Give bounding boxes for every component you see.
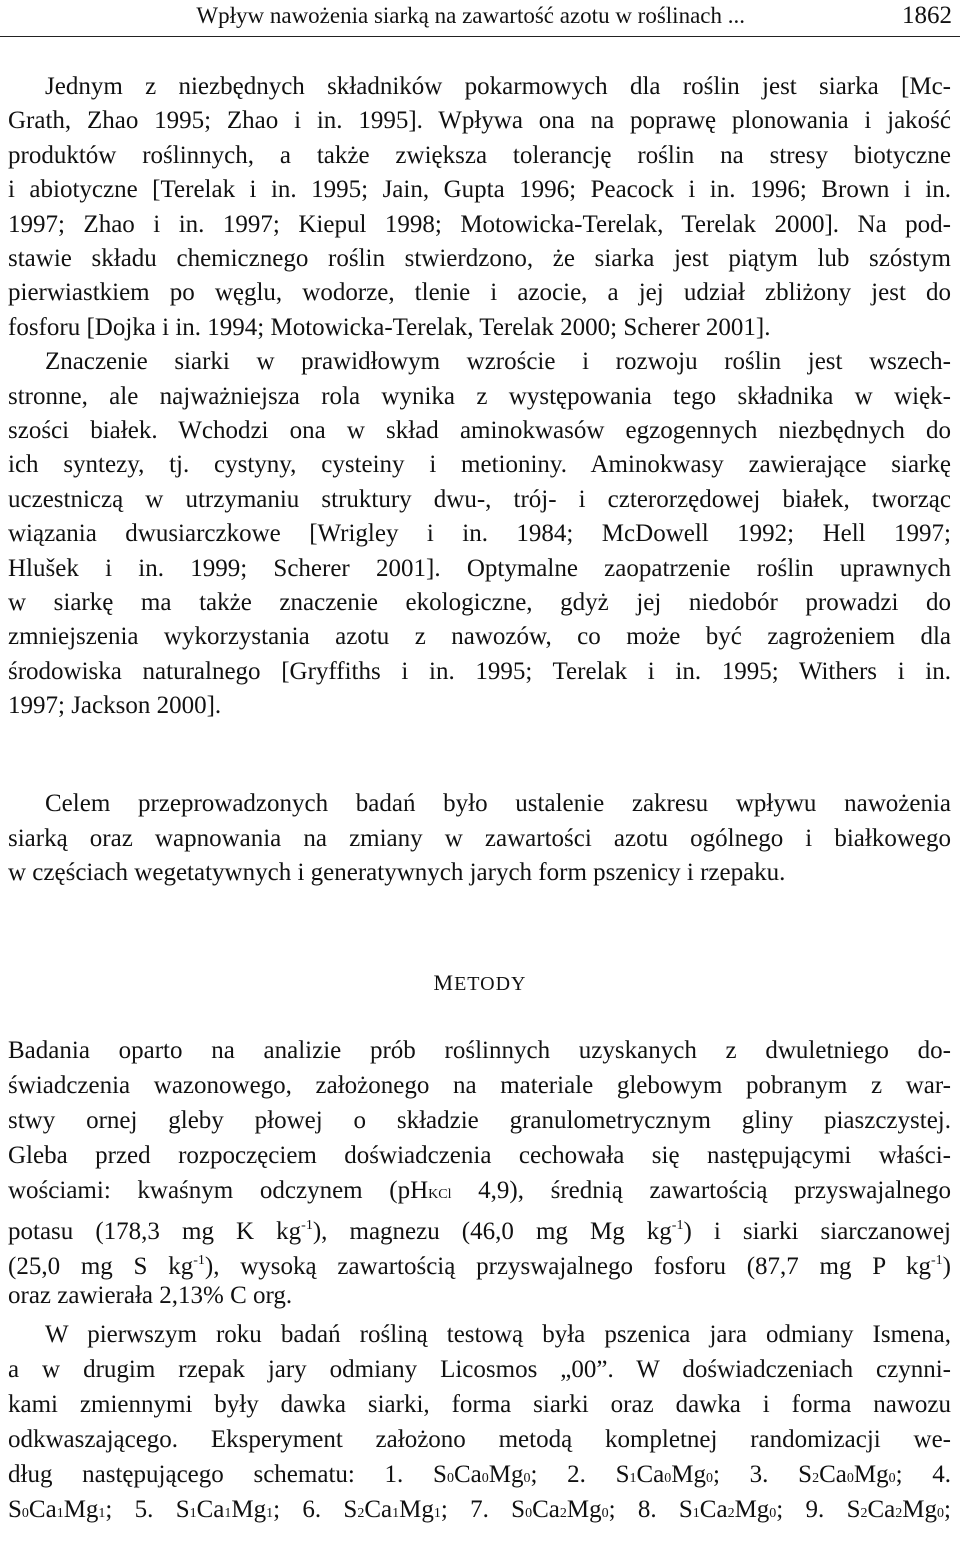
text-line: pierwiastkiem po węglu, wodorze, tlenie i azocie, a jej udział zbliżony jest do	[8, 279, 951, 307]
text-line: potasu (178,3 mg K $kg^{-1}$), magnezu (46,0 mg Mg $kg^{-1}$) i siarki siarczanowej	[8, 1218, 951, 1245]
text-line: a w drugim rzepak jary odmiany Licosmos „00”. W doświadczeniach czynni-	[8, 1356, 951, 1383]
text-line: Gleba przed rozpoczęciem doświadczenia cechowała się następującymi właści-	[8, 1142, 951, 1169]
text-line: kami zmiennymi były dawka siarki, forma siarki oraz dawka i forma nawozu	[8, 1391, 951, 1418]
text-line: Grath, Zhao 1995; Zhao i in. 1995]. Wpływa ona na poprawę plonowania i jakość	[8, 107, 951, 135]
text-line: świadczenia wazonowego, założonego na materiale glebowym pobranym z war-	[8, 1072, 951, 1099]
text-line: w częściach wegetatywnych i generatywnych jarych form pszenicy i rzepaku.	[8, 859, 786, 886]
text-line: odkwaszającego. Eksperyment założono metodą kompletnej randomizacji we-	[8, 1426, 951, 1453]
text-line: wiązania dwusiarczkowe [Wrigley i in. 1984; McDowell 1992; Hell 1997;	[8, 520, 951, 548]
text-line: dług następującego schematu: 1. S0Ca0Mg0; 2. S1Ca0Mg0; 3. S2Ca0Mg0; 4.	[8, 1461, 951, 1488]
section-heading-methods: METODY	[433, 970, 527, 995]
running-title: Wpływ nawożenia siarką na zawartość azotu w roślinach ...	[196, 3, 745, 28]
text-line: stronne, ale najważniejsza rola wynika z występowania tego składnika w więk-	[8, 382, 951, 410]
text-line: 1997; Zhao i in. 1997; Kiepul 1998; Motowicka-Terelak, Terelak 2000]. Na pod-	[8, 210, 951, 238]
text-line: fosforu [Dojka i in. 1994; Motowicka-Terelak, Terelak 2000; Scherer 2001].	[8, 313, 771, 341]
text-line: oraz zawierała 2,13% C org.	[8, 1282, 293, 1309]
text-line: w siarkę ma także znaczenie ekologiczne, gdyż jej niedobór prowadzi do	[8, 589, 951, 616]
text-line: stawie składu chemicznego roślin stwierdzono, że siarka jest piątym lub szóstym	[8, 245, 951, 272]
text-line: S0Ca1Mg1; 5. S1Ca1Mg1; 6. S2Ca1Mg1; 7. S0Ca2Mg0; 8. S1Ca2Mg0; 9. S2Ca2Mg0;	[8, 1496, 951, 1523]
text-line: szości białek. Wchodzi ona w skład aminokwasów egzogennych niezbędnych do	[8, 417, 951, 444]
running-header	[0, 0, 960, 37]
text-line: stwy ornej gleby płowej o składzie granulometrycznym gliny piaszczystej.	[8, 1107, 951, 1134]
text-line: (25,0 mg S $kg^{-1}$), wysoką zawartością przyswajalnego fosforu (87,7 mg P $kg^{-1}$)	[8, 1253, 951, 1280]
text-line: W pierwszym roku badań rośliną testową była pszenica jara odmiany Ismena,	[45, 1321, 951, 1348]
text-line: wościami: kwaśnym odczynem (pHKCl 4,9), średnią zawartością przyswajalnego	[8, 1177, 951, 1204]
text-line: uczestniczą w utrzymaniu struktury dwu-, trój- i czterorzędowej białek, tworząc	[8, 485, 951, 513]
text-line: i abiotyczne [Terelak i in. 1995; Jain, Gupta 1996; Peacock i in. 1996; Brown i in.	[8, 176, 951, 204]
text-line: ich syntezy, tj. cystyny, cysteiny i metioniny. Aminokwasy zawierające siarkę	[8, 451, 951, 479]
text-line: Jednym z niezbędnych składników pokarmowych dla roślin jest siarka [Mc-	[45, 73, 951, 100]
text-line: Hlušek i in. 1999; Scherer 2001]. Optymalne zaopatrzenie roślin uprawnych	[8, 554, 951, 582]
text-line: Badania oparto na analizie prób roślinnych uzyskanych z dwuletniego do-	[8, 1037, 951, 1064]
text-line: Znaczenie siarki w prawidłowym wzroście i rozwoju roślin jest wszech-	[45, 348, 951, 376]
text-line: 1997; Jackson 2000].	[8, 692, 222, 720]
text-line: Celem przeprowadzonych badań było ustalenie zakresu wpływu nawożenia	[45, 790, 951, 817]
page-number: 1862	[902, 2, 952, 29]
text-line: produktów roślinnych, a także zwiększa tolerancję roślin na stresy biotyczne	[8, 141, 951, 169]
text-line: środowiska naturalnego [Gryffiths i in. 1995; Terelak i in. 1995; Withers i in.	[8, 657, 951, 685]
text-line: zmniejszenia wykorzystania azotu z nawozów, co może być zagrożeniem dla	[8, 623, 951, 651]
text-line: siarką oraz wapnowania na zmiany w zawartości azotu ogólnego i białkowego	[8, 824, 951, 852]
